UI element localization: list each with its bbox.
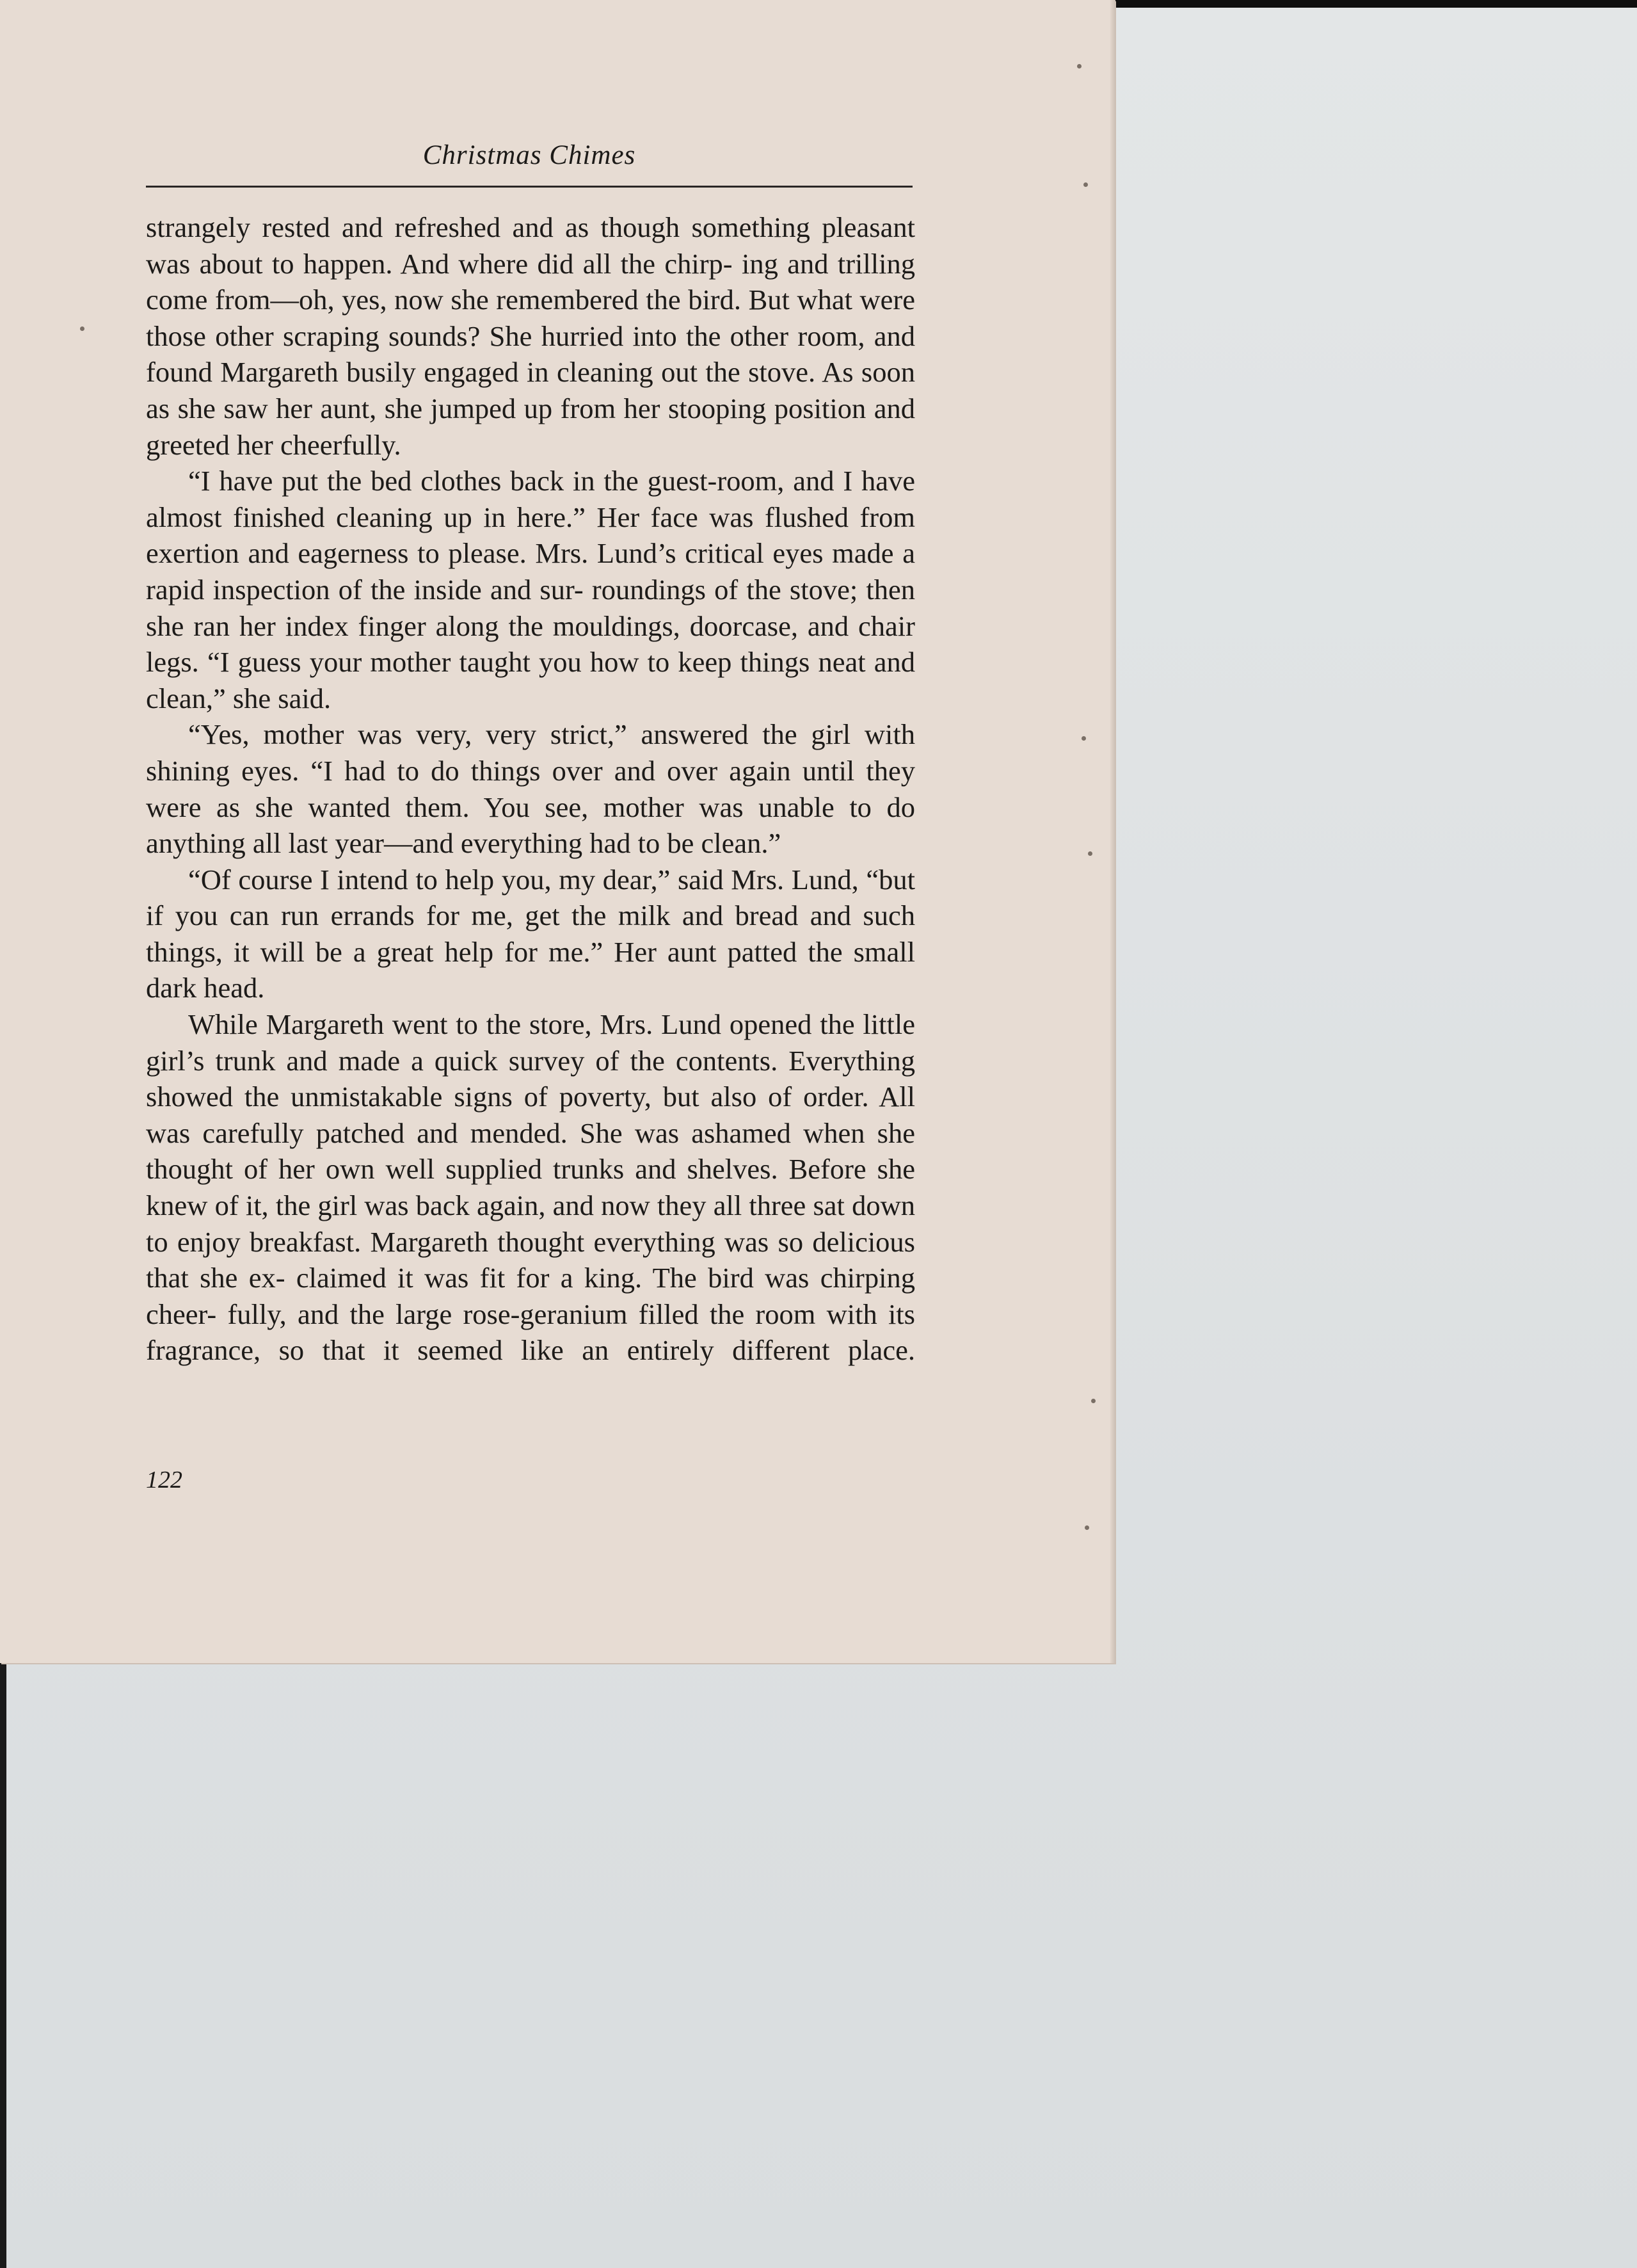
page-edge <box>1110 0 1115 1663</box>
book-page <box>0 0 1115 1663</box>
paragraph-2: “I have put the bed clothes back in the guest-room, and I have almost finished cleaning up in here.” Her face was flushed from exertion and eagerness to please. Mrs. Lund’s critical eyes made a rapid inspection of the inside and sur- roundings of the stove; then she ran her index finger along the mouldings, doorcase, and chair legs. “I guess your mother taught you how to keep things neat and clean,” she said. <box>146 465 915 714</box>
scanner-left-shadow <box>0 1658 6 2268</box>
paragraph-5: While Margareth went to the store, Mrs. Lund opened the little girl’s trunk and made a quick survey of the contents. Everything showed the unmistakable signs of poverty, but also of order. All was carefully patched and mended. She was ashamed when she thought of her own well supplied trunks and shelves. Before she knew of it, the girl was back again, and now they all three sat down to enjoy breakfast. Margareth thought everything was so delicious that she ex- claimed it was fit for a king. The bird was chirping cheer- fully, and the large rose-geranium filled the room with its fragrance, so that it seemed like an entirely different place. <box>146 1008 915 1367</box>
scanner-edge-shadow <box>1114 0 1637 8</box>
paper-speck <box>1077 64 1082 68</box>
paper-speck <box>80 326 84 331</box>
paper-speck <box>1088 851 1092 856</box>
paper-speck <box>1082 736 1086 741</box>
paper-speck <box>1083 182 1088 187</box>
paper-speck <box>1091 1399 1096 1403</box>
body-text <box>146 209 915 1369</box>
header-rule <box>146 186 913 188</box>
running-head-title: Christmas Chimes <box>422 140 636 170</box>
paragraph-3: “Yes, mother was very, very strict,” answered the girl with shining eyes. “I had to do things over and over again until they were as she wanted them. You see, mother was unable to do anything all last year—and everything had to be clean.” <box>146 718 915 860</box>
page-number: 122 <box>146 1467 182 1493</box>
paragraph-4: “Of course I intend to help you, my dear,” said Mrs. Lund, “but if you can run errands for me, get the milk and bread and such things, it will be a great help for me.” Her aunt patted the small dark head. <box>146 863 915 1004</box>
paper-speck <box>1085 1525 1089 1530</box>
paragraph-1: strangely rested and refreshed and as though something pleasant was about to happen. And where did all the chirp- ing and trilling come from—oh, yes, now she remembered the bird. But what were those other scraping sounds? She hurried into the other room, and found Margareth busily engaged in cleaning out the stove. As soon as she saw her aunt, she jumped up from her stooping position and greeted her cheerfully. <box>146 211 915 461</box>
